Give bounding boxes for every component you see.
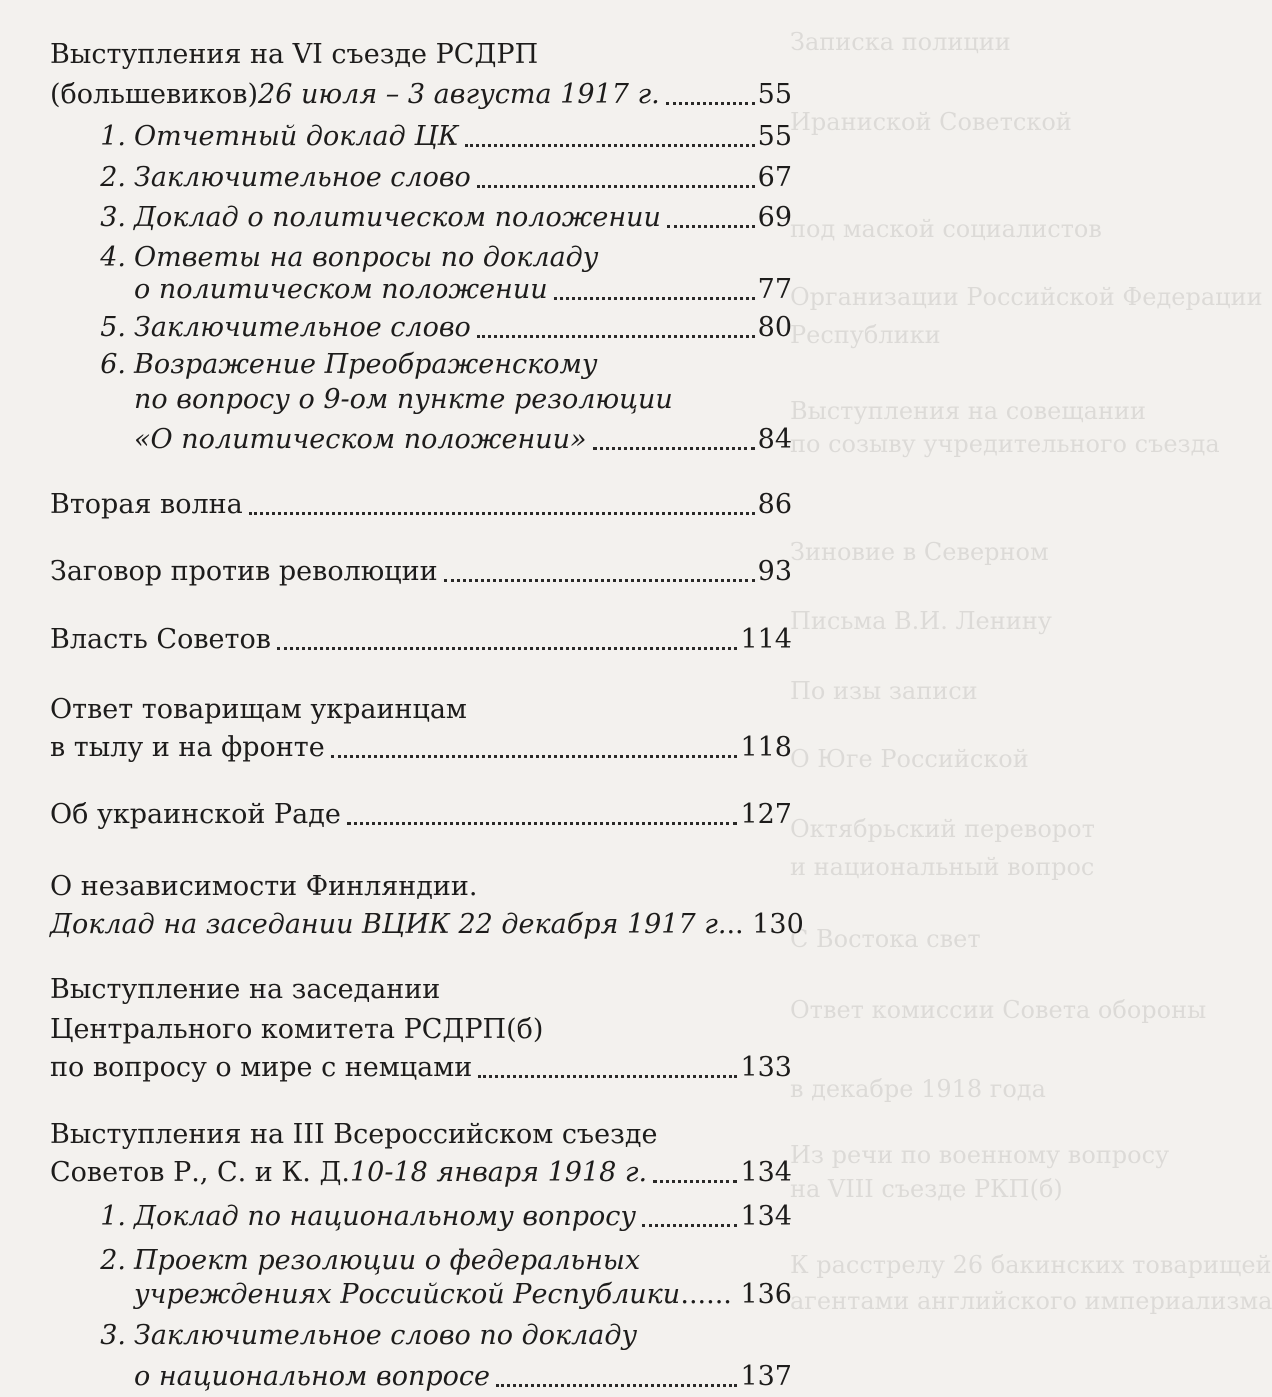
toc-page-number: 134 (740, 1201, 792, 1232)
toc-line (50, 1192, 792, 1234)
ghost-line: Письма В.И. Ленину (790, 607, 1052, 635)
toc-line (50, 862, 792, 904)
toc-page-number: 133 (740, 1052, 792, 1083)
toc-item-dates: 26 июля – 3 августа 1917 г. (258, 79, 660, 110)
ghost-line: на VIII съезде РКП(б) (790, 1175, 1063, 1203)
toc-page-number: 127 (740, 799, 792, 830)
toc-line (50, 1311, 792, 1353)
toc-line (50, 900, 804, 942)
toc-line (50, 547, 792, 589)
toc-item-title: Об украинской Раде (50, 799, 341, 830)
toc-page-number: 67 (757, 162, 792, 193)
toc-item-title: по вопросу о мире с немцами (50, 1052, 473, 1083)
toc-line (50, 1270, 792, 1312)
toc-item-title: (большевиков) (50, 79, 259, 110)
toc-item-title: Проект резолюции о федеральных (134, 1245, 641, 1276)
toc-item-title: Советов Р., С. и К. Д. (50, 1157, 350, 1188)
toc-line (50, 153, 792, 195)
toc-line (50, 375, 792, 417)
dot-leader (477, 184, 755, 188)
toc-line (50, 415, 792, 457)
ghost-line: Республики (790, 321, 941, 349)
toc-line (50, 193, 792, 235)
toc-page-number: 55 (757, 79, 792, 110)
ghost-line: по созыву учредительного съезда (790, 430, 1220, 458)
dot-leader (444, 578, 755, 582)
toc-item-title: Заключительное слово (134, 162, 471, 193)
toc-line (50, 615, 792, 657)
toc-line (50, 685, 792, 727)
ghost-line: под маской социалистов (790, 215, 1102, 243)
toc-page-number: 69 (757, 202, 792, 233)
toc-page-number: 118 (740, 732, 792, 763)
toc-item-title: Заговор против революции (50, 556, 438, 587)
toc-item-title: по вопросу о 9-ом пункте резолюции (134, 384, 673, 415)
toc-item-title: Доклад о политическом положении (134, 202, 661, 233)
toc-page-number: ...... 136 (680, 1279, 792, 1310)
toc-item-title: Заключительное слово (134, 312, 471, 343)
toc-item-number: 5. (100, 312, 126, 343)
dot-leader (465, 143, 755, 147)
toc-page-number: 80 (757, 312, 792, 343)
ghost-line: С Востока свет (790, 925, 981, 953)
dot-leader (496, 1383, 737, 1387)
toc-page-number: 134 (740, 1157, 792, 1188)
toc-item-number: 2. (100, 1245, 126, 1276)
dot-leader (667, 224, 755, 228)
dot-leader (666, 101, 755, 105)
ghost-line: агентами английского империализма (790, 1287, 1272, 1315)
toc-item-number: 4. (100, 242, 126, 273)
toc-page-number: 55 (757, 121, 792, 152)
toc-item-title: Выступления на III Всероссийском съезде (50, 1119, 658, 1150)
toc-item-title: Доклад по национальному вопросу (134, 1201, 637, 1232)
toc-page-number: 137 (740, 1361, 792, 1392)
toc-line (50, 723, 792, 765)
toc-page-number: 84 (757, 424, 792, 455)
dot-leader (653, 1179, 737, 1183)
toc-line (50, 265, 792, 307)
toc-line (50, 790, 792, 832)
ghost-line: По изы записи (790, 677, 978, 705)
dot-leader (478, 1074, 737, 1078)
dot-leader (477, 334, 755, 338)
toc-page-number: 93 (757, 556, 792, 587)
ghost-line: К расстрелу 26 бакинских товарищей (790, 1251, 1272, 1279)
dot-leader (331, 754, 738, 758)
dot-leader (347, 821, 738, 825)
dot-leader (642, 1223, 737, 1227)
ghost-line: в декабре 1918 года (790, 1075, 1046, 1103)
toc-item-title: о национальном вопросе (134, 1361, 490, 1392)
toc-item-number: 3. (100, 1320, 126, 1351)
toc-item-title: Заключительное слово по докладу (134, 1320, 638, 1351)
toc-line (50, 303, 792, 345)
toc-item-title: Ответы на вопросы по докладу (134, 242, 599, 273)
toc-item-title: Доклад на заседании ВЦИК 22 декабря 1917 г. (50, 909, 727, 940)
toc-line (50, 1352, 792, 1394)
ghost-line: Ираниской Советской (790, 108, 1072, 136)
toc-item-title: Отчетный доклад ЦК (134, 121, 459, 152)
toc-item-number: 3. (100, 202, 126, 233)
toc-item-title: Ответ товарищам украинцам (50, 694, 467, 725)
toc-item-title: в тылу и на фронте (50, 732, 325, 763)
toc-page-number: 77 (757, 274, 792, 305)
toc-item-title: Возражение Преображенскому (134, 349, 598, 380)
toc-item-dates: 10-18 января 1918 г. (349, 1157, 648, 1188)
toc-line (50, 480, 792, 522)
ghost-line: Из речи по военному вопросу (790, 1141, 1170, 1169)
toc-page-number: .. 130 (726, 909, 804, 940)
toc-item-title: о политическом положении (134, 274, 548, 305)
ghost-line: Ответ комиссии Совета обороны (790, 996, 1207, 1024)
toc-item-title: Центрального комитета РСДРП(б) (50, 1014, 544, 1045)
toc-item-title: О независимости Финляндии. (50, 871, 478, 902)
toc-line (50, 1110, 792, 1152)
toc-item-title: Выступление на заседании (50, 974, 441, 1005)
dot-leader (249, 511, 755, 515)
dot-leader (277, 646, 738, 650)
toc-line (50, 70, 792, 112)
toc-item-number: 6. (100, 349, 126, 380)
ghost-line: О Юге Российской (790, 745, 1029, 773)
toc-item-number: 1. (100, 121, 126, 152)
toc-line (50, 1148, 792, 1190)
ghost-line: Октябрьский переворот (790, 815, 1095, 843)
toc-item-title: Вторая волна (50, 489, 243, 520)
toc-item-title: «О политическом положении» (134, 424, 587, 455)
toc-item-number: 1. (100, 1201, 126, 1232)
ghost-line: Выступления на совещании (790, 397, 1146, 425)
toc-item-title: Выступления на VI съезде РСДРП (50, 39, 539, 70)
toc-line (50, 112, 792, 154)
dot-leader (593, 446, 755, 450)
toc-page-number: 114 (740, 624, 792, 655)
ghost-line: и национальный вопрос (790, 853, 1095, 881)
toc-item-number: 2. (100, 162, 126, 193)
dot-leader (554, 296, 755, 300)
ghost-line: Зиновие в Северном (790, 538, 1049, 566)
toc-line (50, 1043, 792, 1085)
toc-line (50, 965, 792, 1007)
toc-page-number: 86 (757, 489, 792, 520)
toc-line (50, 30, 792, 72)
toc-line (50, 1005, 792, 1047)
ghost-line: Записка полиции (790, 28, 1011, 56)
toc-item-title: Власть Советов (50, 624, 271, 655)
ghost-line: Организации Российской Федерации (790, 283, 1263, 311)
toc-item-title: учреждениях Российской Республики (134, 1279, 681, 1310)
